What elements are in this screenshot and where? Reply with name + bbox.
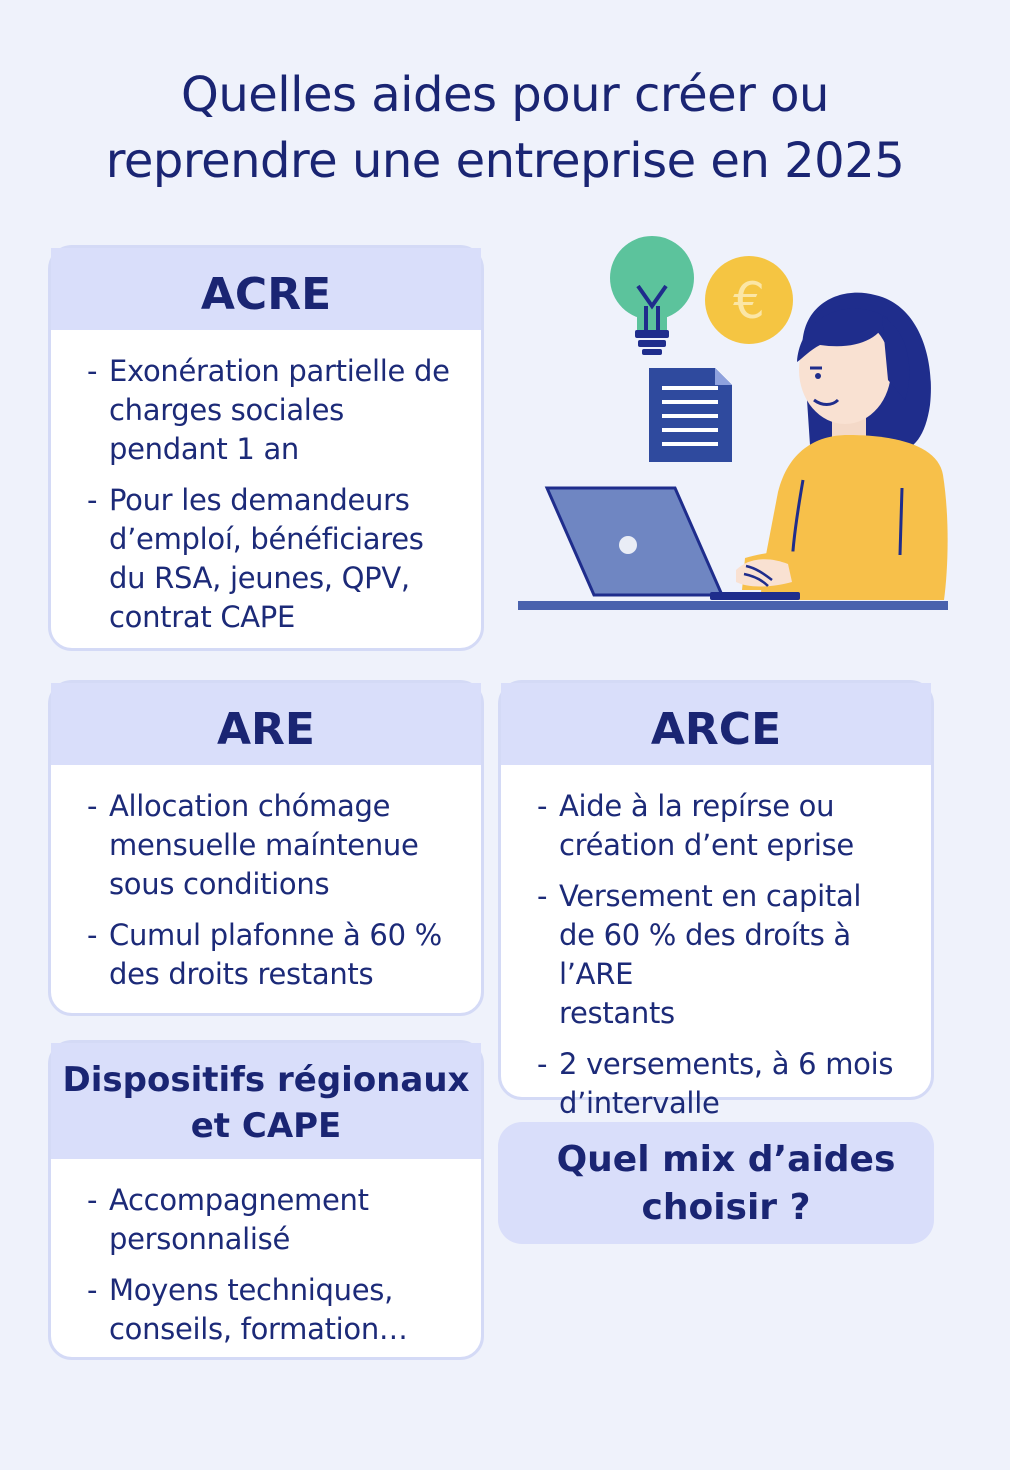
- are-heading: ARE: [51, 683, 481, 765]
- cape-item-2-line-2: conseils, formation…: [109, 1312, 408, 1346]
- acre-item-1-line-3: pendant 1 an: [109, 432, 299, 466]
- acre-item-1-line-2: charges sociales: [109, 393, 344, 427]
- cape-item-1-line-2: personnalisé: [109, 1222, 291, 1256]
- entrepreneur-illustration: [510, 230, 960, 620]
- arce-heading: ARCE: [501, 683, 931, 765]
- are-card: [48, 680, 484, 1016]
- aid-mix-question: [498, 1122, 934, 1244]
- woman-illustration: [510, 230, 960, 620]
- lightbulb-icon: [610, 236, 694, 355]
- are-item-2-line-1: Cumul plafonne à 60 %: [109, 918, 442, 952]
- acre-item-2-line-3: du RSA, jeunes, QPV,: [109, 561, 410, 595]
- page-title: [0, 62, 1010, 194]
- document-icon: [649, 368, 732, 462]
- are-item-2: [87, 916, 461, 994]
- bullet-dash: -: [87, 1273, 98, 1307]
- arce-list: [501, 765, 931, 1123]
- acre-item-2-line-1: Pour les demandeurs: [109, 483, 410, 517]
- cape-heading: [51, 1043, 481, 1159]
- bullet-dash: -: [537, 789, 548, 823]
- acre-item-2: [87, 481, 461, 637]
- are-item-1: [87, 787, 461, 904]
- are-item-1-line-2: mensuelle maíntenue: [109, 828, 419, 862]
- arce-item-3: [537, 1045, 911, 1123]
- arce-item-2: [537, 877, 911, 1033]
- acre-heading: ACRE: [51, 248, 481, 330]
- desk: [518, 601, 948, 610]
- arce-item-2-line-1: Versement en capital: [559, 879, 862, 913]
- aid-mix-line-2: choisir ?: [641, 1187, 811, 1228]
- arce-item-1: [537, 787, 911, 865]
- page-title-line-2: reprendre une entreprise en 2025: [105, 133, 905, 189]
- arce-card: [498, 680, 934, 1120]
- bullet-dash: -: [537, 1047, 548, 1081]
- cape-item-1-line-1: Accompagnement: [109, 1183, 369, 1217]
- euro-symbol: €: [733, 272, 765, 330]
- bullet-dash: -: [87, 1183, 98, 1217]
- arce-item-2-line-3: restants: [559, 996, 675, 1030]
- cape-item-2-line-1: Moyens techniques,: [109, 1273, 394, 1307]
- acre-item-2-line-4: contrat CAPE: [109, 600, 296, 634]
- arce-item-3-line-2: d’intervalle: [559, 1086, 720, 1120]
- cape-item-1: [87, 1181, 461, 1259]
- arce-item-2-line-2: de 60 % des droíts à l’ARE: [559, 918, 851, 991]
- are-item-2-line-2: des droits restants: [109, 957, 374, 991]
- are-item-1-line-1: Allocation chómage: [109, 789, 391, 823]
- acre-item-2-line-2: d’emploí, bénéficiares: [109, 522, 424, 556]
- cape-card: [48, 1040, 484, 1360]
- acre-item-1: [87, 352, 461, 469]
- are-list: [51, 765, 481, 994]
- bullet-dash: -: [87, 789, 98, 823]
- arce-item-1-line-2: création d’ent eprise: [559, 828, 854, 862]
- arce-item-1-line-1: Aide à la repírse ou: [559, 789, 835, 823]
- acre-item-1-line-1: Exonération partielle de: [109, 354, 450, 388]
- euro-coin-icon: [705, 256, 793, 344]
- acre-list: [51, 330, 481, 637]
- acre-card: [48, 245, 484, 651]
- bullet-dash: -: [87, 483, 98, 517]
- arce-item-3-line-1: 2 versements, à 6 mois: [559, 1047, 894, 1081]
- bullet-dash: -: [537, 879, 548, 913]
- cape-heading-line-2: et CAPE: [190, 1106, 342, 1146]
- are-item-1-line-3: sous conditions: [109, 867, 330, 901]
- cape-heading-line-1: Dispositifs régionaux: [62, 1060, 470, 1100]
- bullet-dash: -: [87, 354, 98, 388]
- cape-list: [51, 1159, 481, 1349]
- bullet-dash: -: [87, 918, 98, 952]
- cape-item-2: [87, 1271, 461, 1349]
- aid-mix-line-1: Quel mix d’aides: [556, 1139, 896, 1180]
- page-title-line-1: Quelles aides pour créer ou: [181, 67, 829, 123]
